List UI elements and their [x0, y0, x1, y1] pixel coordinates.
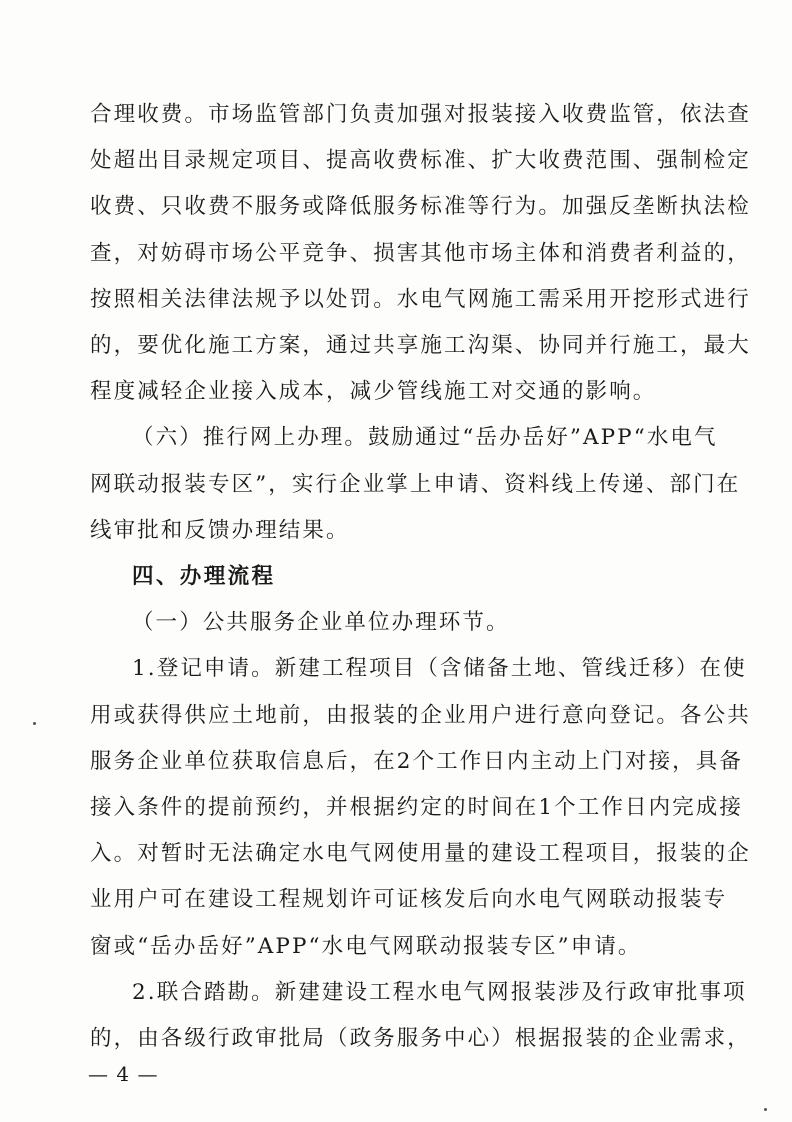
scan-speck [764, 1108, 767, 1111]
body-text-line: 程度减轻企业接入成本，减少管线施工对交通的影响。 [90, 379, 657, 404]
paragraph-start-line: 2.联合踏勘。新建建设工程水电气网报装涉及行政审批事项 [132, 980, 747, 1005]
body-text-line: 合理收费。市场监管部门负责加强对报装接入收费监管，依法查 [90, 102, 751, 127]
body-text-line: 线审批和反馈办理结果。 [90, 518, 350, 543]
body-text-line: 服务企业单位获取信息后，在2个工作日内主动上门对接，具备 [90, 749, 743, 774]
body-text-line: 按照相关法律法规予以处罚。水电气网施工需采用开挖形式进行 [90, 287, 751, 312]
body-text-line: 接入条件的提前预约，并根据约定的时间在1个工作日内完成接 [90, 795, 743, 820]
section-heading: 四、办理流程 [132, 564, 276, 589]
body-text-line: 收费、只收费不服务或降低服务标准等行为。加强反垄断执法检 [90, 194, 751, 219]
body-text-line: 网联动报装专区”，实行企业掌上申请、资料线上传递、部门在 [90, 472, 741, 497]
body-text-line: 窗或“岳办岳好”APP“水电气网联动报装专区”申请。 [90, 934, 642, 959]
body-text-line: 用或获得供应土地前，由报装的企业用户进行意向登记。各公共 [90, 703, 751, 728]
body-text-line: 处超出目录规定项目、提高收费标准、扩大收费范围、强制检定 [90, 148, 751, 173]
body-text-line: 查，对妨碍市场公平竞争、损害其他市场主体和消费者利益的， [90, 241, 751, 266]
paragraph-start-line: （六）推行网上办理。鼓励通过“岳办岳好”APP“水电气 [132, 425, 718, 450]
body-text-line: 的，由各级行政审批局（政务服务中心）根据报装的企业需求， [90, 1026, 751, 1051]
paragraph-start-line: 1.登记申请。新建工程项目（含储备土地、管线迁移）在使 [132, 656, 747, 681]
scan-speck [33, 722, 36, 725]
page-number: — 4 — [88, 1062, 159, 1086]
body-text-line: 的，要优化施工方案，通过共享施工沟渠、协同并行施工，最大 [90, 333, 751, 358]
body-text-line: 业用户可在建设工程规划许可证核发后向水电气网联动报装专 [90, 887, 728, 912]
subsection-heading: （一）公共服务企业单位办理环节。 [132, 610, 510, 635]
body-text-line: 入。对暂时无法确定水电气网使用量的建设工程项目，报装的企 [90, 841, 751, 866]
